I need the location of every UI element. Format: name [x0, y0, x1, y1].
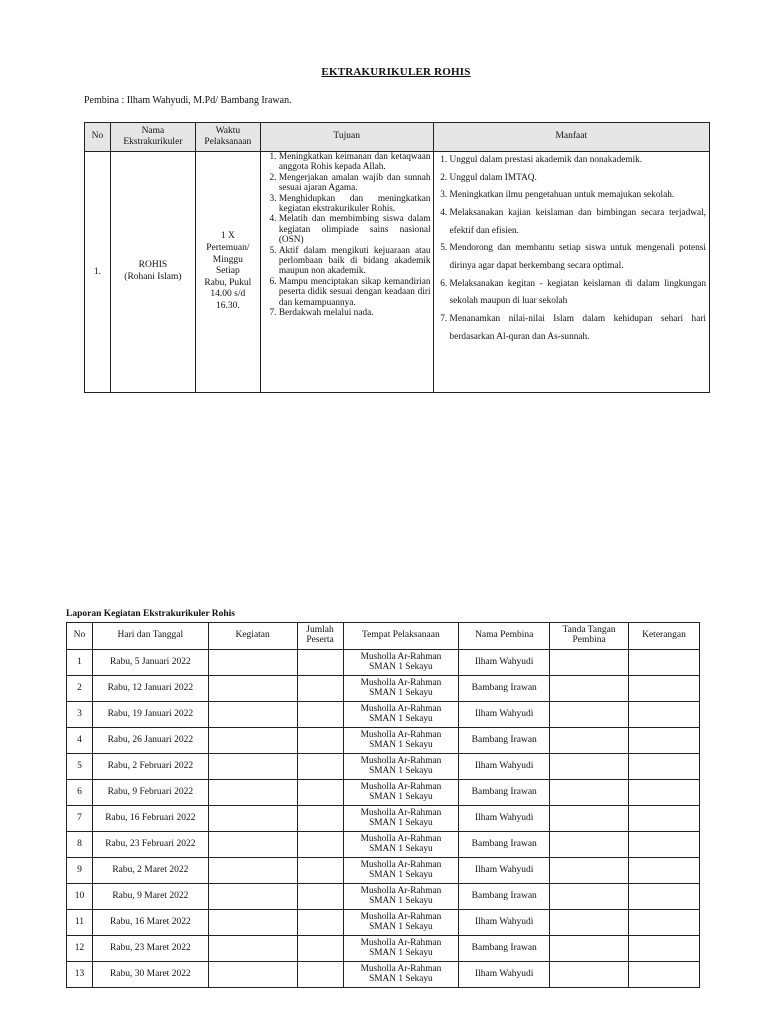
- cell-ttd: [550, 650, 629, 676]
- cell-no: 2: [67, 676, 93, 702]
- cell-no: 9: [67, 858, 93, 884]
- cell-keterangan: [629, 676, 700, 702]
- cell-pembina: Bambang Irawan: [459, 832, 550, 858]
- waktu-line: 16.30.: [215, 300, 240, 311]
- tempat-line-1: Musholla Ar-Rahman: [360, 729, 442, 740]
- cell-pembina: Ilham Wahyudi: [459, 910, 550, 936]
- cell-keterangan: [629, 910, 700, 936]
- tempat-line-1: Musholla Ar-Rahman: [360, 963, 442, 974]
- cell-pembina: Bambang Irawan: [459, 936, 550, 962]
- cell-tempat: [343, 910, 459, 936]
- cell-keterangan: [629, 962, 700, 988]
- cell-no: 12: [67, 936, 93, 962]
- tempat-line-1: Musholla Ar-Rahman: [360, 859, 442, 870]
- row-manfaat: [433, 152, 709, 393]
- report-header-tempat: Tempat Pelaksanaan: [343, 623, 459, 650]
- cell-hari: Rabu, 23 Februari 2022: [92, 832, 208, 858]
- report-header-ttd: Tanda Tangan Pembina: [550, 623, 629, 650]
- cell-ttd: [550, 936, 629, 962]
- header-tujuan: Tujuan: [260, 123, 433, 152]
- cell-keterangan: [629, 754, 700, 780]
- cell-tempat: [343, 806, 459, 832]
- cell-pembina: Bambang Irawan: [459, 676, 550, 702]
- cell-tempat: [343, 858, 459, 884]
- cell-ttd: [550, 728, 629, 754]
- report-header-kegiatan: Kegiatan: [208, 623, 297, 650]
- cell-no: 10: [67, 884, 93, 910]
- tempat-line-2: SMAN 1 Sekayu: [369, 921, 433, 932]
- manfaat-item: 4. Melaksanakan kajian keislaman dan bimbingan secara terjadwal, efektif dan efisien.: [450, 205, 706, 240]
- manfaat-item: 1. Unggul dalam prestasi akademik dan nonakademik.: [450, 152, 706, 170]
- cell-ttd: [550, 832, 629, 858]
- cell-hari: Rabu, 26 Januari 2022: [92, 728, 208, 754]
- cell-no: 1: [67, 650, 93, 676]
- cell-no: 8: [67, 832, 93, 858]
- cell-ttd: [550, 884, 629, 910]
- cell-no: 6: [67, 780, 93, 806]
- report-header-hari: Hari dan Tanggal: [92, 623, 208, 650]
- cell-jumlah: [297, 936, 343, 962]
- cell-keterangan: [629, 780, 700, 806]
- cell-hari: Rabu, 30 Maret 2022: [92, 962, 208, 988]
- cell-keterangan: [629, 858, 700, 884]
- cell-keterangan: [629, 884, 700, 910]
- tujuan-item: 1. Meningkatkan keimanan dan ketaqwaan anggota Rohis kepada Allah.: [279, 152, 431, 173]
- tujuan-item: 5. Aktif dalam mengikuti kejuaraan atau perlombaan baik di bidang akademik maupun non akademik.: [279, 246, 431, 277]
- row-tujuan: [260, 152, 433, 393]
- report-table: [66, 622, 700, 988]
- tempat-line-1: Musholla Ar-Rahman: [360, 885, 442, 896]
- cell-no: 5: [67, 754, 93, 780]
- cell-keterangan: [629, 806, 700, 832]
- cell-jumlah: [297, 728, 343, 754]
- header-waktu-pelaksanaan: Waktu Pelaksanaan: [195, 123, 260, 152]
- tempat-line-1: Musholla Ar-Rahman: [360, 937, 442, 948]
- tempat-line-2: SMAN 1 Sekayu: [369, 947, 433, 958]
- tempat-line-1: Musholla Ar-Rahman: [360, 703, 442, 714]
- tempat-line-2: SMAN 1 Sekayu: [369, 713, 433, 724]
- table-row: [67, 910, 700, 936]
- tempat-line-2: SMAN 1 Sekayu: [369, 765, 433, 776]
- cell-jumlah: [297, 884, 343, 910]
- report-header-no: No: [67, 623, 93, 650]
- table-row: [67, 650, 700, 676]
- tempat-line-2: SMAN 1 Sekayu: [369, 843, 433, 854]
- row-no: 1.: [85, 152, 111, 393]
- table-row: [67, 884, 700, 910]
- cell-tempat: [343, 702, 459, 728]
- cell-kegiatan: [208, 702, 297, 728]
- tempat-line-2: SMAN 1 Sekayu: [369, 661, 433, 672]
- tempat-line-1: Musholla Ar-Rahman: [360, 651, 442, 662]
- cell-tempat: [343, 832, 459, 858]
- cell-keterangan: [629, 650, 700, 676]
- cell-tempat: [343, 754, 459, 780]
- cell-kegiatan: [208, 936, 297, 962]
- tempat-line-2: SMAN 1 Sekayu: [369, 817, 433, 828]
- table-row: [67, 858, 700, 884]
- cell-kegiatan: [208, 962, 297, 988]
- cell-kegiatan: [208, 754, 297, 780]
- waktu-line: 1 X: [220, 231, 235, 242]
- cell-jumlah: [297, 754, 343, 780]
- cell-kegiatan: [208, 676, 297, 702]
- cell-pembina: Ilham Wahyudi: [459, 702, 550, 728]
- cell-keterangan: [629, 832, 700, 858]
- cell-kegiatan: [208, 832, 297, 858]
- cell-no: 7: [67, 806, 93, 832]
- rohis-info-table: [84, 122, 710, 393]
- cell-jumlah: [297, 702, 343, 728]
- nama-line-2: (Rohani Islam): [124, 272, 182, 282]
- cell-ttd: [550, 962, 629, 988]
- cell-jumlah: [297, 858, 343, 884]
- manfaat-item: 3. Meningkatkan ilmu pengetahuan untuk memajukan sekolah.: [450, 187, 706, 205]
- cell-pembina: Ilham Wahyudi: [459, 858, 550, 884]
- cell-pembina: Bambang Irawan: [459, 884, 550, 910]
- cell-jumlah: [297, 676, 343, 702]
- cell-ttd: [550, 702, 629, 728]
- cell-keterangan: [629, 936, 700, 962]
- cell-tempat: [343, 676, 459, 702]
- cell-jumlah: [297, 780, 343, 806]
- document-title: EKTRAKURIKULER ROHIS: [321, 66, 471, 78]
- cell-hari: Rabu, 2 Februari 2022: [92, 754, 208, 780]
- cell-hari: Rabu, 2 Maret 2022: [92, 858, 208, 884]
- tempat-line-2: SMAN 1 Sekayu: [369, 869, 433, 880]
- cell-kegiatan: [208, 650, 297, 676]
- cell-kegiatan: [208, 910, 297, 936]
- cell-pembina: Ilham Wahyudi: [459, 806, 550, 832]
- manfaat-item: 6. Melaksanakan kegitan - kegiatan keislaman di dalam lingkungan sekolah maupun di luar sekolah: [450, 276, 706, 311]
- report-header-keterangan: Keterangan: [629, 623, 700, 650]
- cell-kegiatan: [208, 806, 297, 832]
- table-row: [67, 832, 700, 858]
- cell-jumlah: [297, 650, 343, 676]
- tujuan-list: [261, 152, 433, 319]
- table-row: [67, 676, 700, 702]
- cell-ttd: [550, 676, 629, 702]
- table-row: [67, 702, 700, 728]
- waktu-line: 14.00 s/d: [210, 289, 246, 300]
- manfaat-item: 7. Menanamkan nilai-nilai Islam dalam kehidupan sehari hari berdasarkan Al-quran dan As-sunnah.: [450, 311, 706, 346]
- cell-keterangan: [629, 702, 700, 728]
- table-row: [67, 806, 700, 832]
- cell-jumlah: [297, 832, 343, 858]
- table-row: [67, 936, 700, 962]
- cell-ttd: [550, 806, 629, 832]
- table-row: [67, 962, 700, 988]
- tempat-line-1: Musholla Ar-Rahman: [360, 781, 442, 792]
- cell-kegiatan: [208, 728, 297, 754]
- cell-hari: Rabu, 9 Maret 2022: [92, 884, 208, 910]
- tujuan-item: 7. Berdakwah melalui nada.: [279, 308, 431, 318]
- cell-jumlah: [297, 806, 343, 832]
- table-row: [67, 728, 700, 754]
- waktu-line: Setiap: [215, 266, 240, 277]
- cell-hari: Rabu, 19 Januari 2022: [92, 702, 208, 728]
- row-nama: [110, 152, 195, 393]
- report-title: Laporan Kegiatan Ekstrakurikuler Rohis: [66, 609, 236, 619]
- cell-pembina: Ilham Wahyudi: [459, 754, 550, 780]
- cell-hari: Rabu, 23 Maret 2022: [92, 936, 208, 962]
- waktu-line: Minggu: [212, 254, 243, 265]
- cell-hari: Rabu, 5 Januari 2022: [92, 650, 208, 676]
- cell-kegiatan: [208, 780, 297, 806]
- manfaat-item: 2. Unggul dalam IMTAQ.: [450, 170, 706, 188]
- cell-hari: Rabu, 16 Februari 2022: [92, 806, 208, 832]
- cell-tempat: [343, 962, 459, 988]
- header-manfaat: Manfaat: [433, 123, 709, 152]
- tempat-line-2: SMAN 1 Sekayu: [369, 973, 433, 984]
- nama-line-1: ROHIS: [138, 260, 168, 271]
- cell-tempat: [343, 728, 459, 754]
- cell-ttd: [550, 754, 629, 780]
- tempat-line-2: SMAN 1 Sekayu: [369, 687, 433, 698]
- tempat-line-1: Musholla Ar-Rahman: [360, 911, 442, 922]
- report-header-nama-pembina: Nama Pembina: [459, 623, 550, 650]
- cell-pembina: Ilham Wahyudi: [459, 962, 550, 988]
- cell-no: 4: [67, 728, 93, 754]
- cell-no: 3: [67, 702, 93, 728]
- tempat-line-1: Musholla Ar-Rahman: [360, 807, 442, 818]
- cell-ttd: [550, 858, 629, 884]
- tempat-line-2: SMAN 1 Sekayu: [369, 895, 433, 906]
- cell-pembina: Bambang Irawan: [459, 780, 550, 806]
- cell-no: 11: [67, 910, 93, 936]
- cell-pembina: Bambang Irawan: [459, 728, 550, 754]
- header-no: No: [85, 123, 111, 152]
- manfaat-list: [434, 152, 709, 346]
- pembina-line: Pembina : Ilham Wahyudi, M.Pd/ Bambang Irawan.: [84, 95, 292, 106]
- cell-tempat: [343, 780, 459, 806]
- tempat-line-2: SMAN 1 Sekayu: [369, 739, 433, 750]
- tujuan-item: 6. Mampu menciptakan sikap kemandirian peserta didik sesuai dengan keadaan diri dan kemampuannya.: [279, 277, 431, 308]
- cell-hari: Rabu, 9 Februari 2022: [92, 780, 208, 806]
- table-row: [67, 780, 700, 806]
- cell-keterangan: [629, 728, 700, 754]
- row-waktu: [195, 152, 260, 393]
- cell-hari: Rabu, 12 Januari 2022: [92, 676, 208, 702]
- tujuan-item: 4. Melatih dan membimbing siswa dalam kegiatan olimpiade sains nasional (OSN): [279, 214, 431, 245]
- cell-kegiatan: [208, 884, 297, 910]
- tempat-line-1: Musholla Ar-Rahman: [360, 677, 442, 688]
- tujuan-item: 3. Menghidupkan dan meningkatkan kegiatan ekstrakurikuler Rohis.: [279, 194, 431, 215]
- tujuan-item: 2. Mengerjakan amalan wajib dan sunnah sesuai ajaran Agama.: [279, 173, 431, 194]
- waktu-line: Pertemuan/: [206, 243, 250, 254]
- cell-hari: Rabu, 16 Maret 2022: [92, 910, 208, 936]
- manfaat-item: 5. Mendorong dan membantu setiap siswa untuk mengenali potensi dirinya agar dapat berkembang secara optimal.: [450, 240, 706, 275]
- cell-jumlah: [297, 962, 343, 988]
- cell-ttd: [550, 910, 629, 936]
- tempat-line-2: SMAN 1 Sekayu: [369, 791, 433, 802]
- cell-jumlah: [297, 910, 343, 936]
- cell-no: 13: [67, 962, 93, 988]
- cell-kegiatan: [208, 858, 297, 884]
- waktu-line: Rabu, Pukul: [204, 277, 252, 288]
- tempat-line-1: Musholla Ar-Rahman: [360, 833, 442, 844]
- report-header-jumlah: Jumlah Peserta: [297, 623, 343, 650]
- tempat-line-1: Musholla Ar-Rahman: [360, 755, 442, 766]
- cell-tempat: [343, 650, 459, 676]
- cell-pembina: Ilham Wahyudi: [459, 650, 550, 676]
- cell-tempat: [343, 884, 459, 910]
- header-nama-ekstrakurikuler: Nama Ekstrakurikuler: [110, 123, 195, 152]
- cell-ttd: [550, 780, 629, 806]
- table-row: [67, 754, 700, 780]
- cell-tempat: [343, 936, 459, 962]
